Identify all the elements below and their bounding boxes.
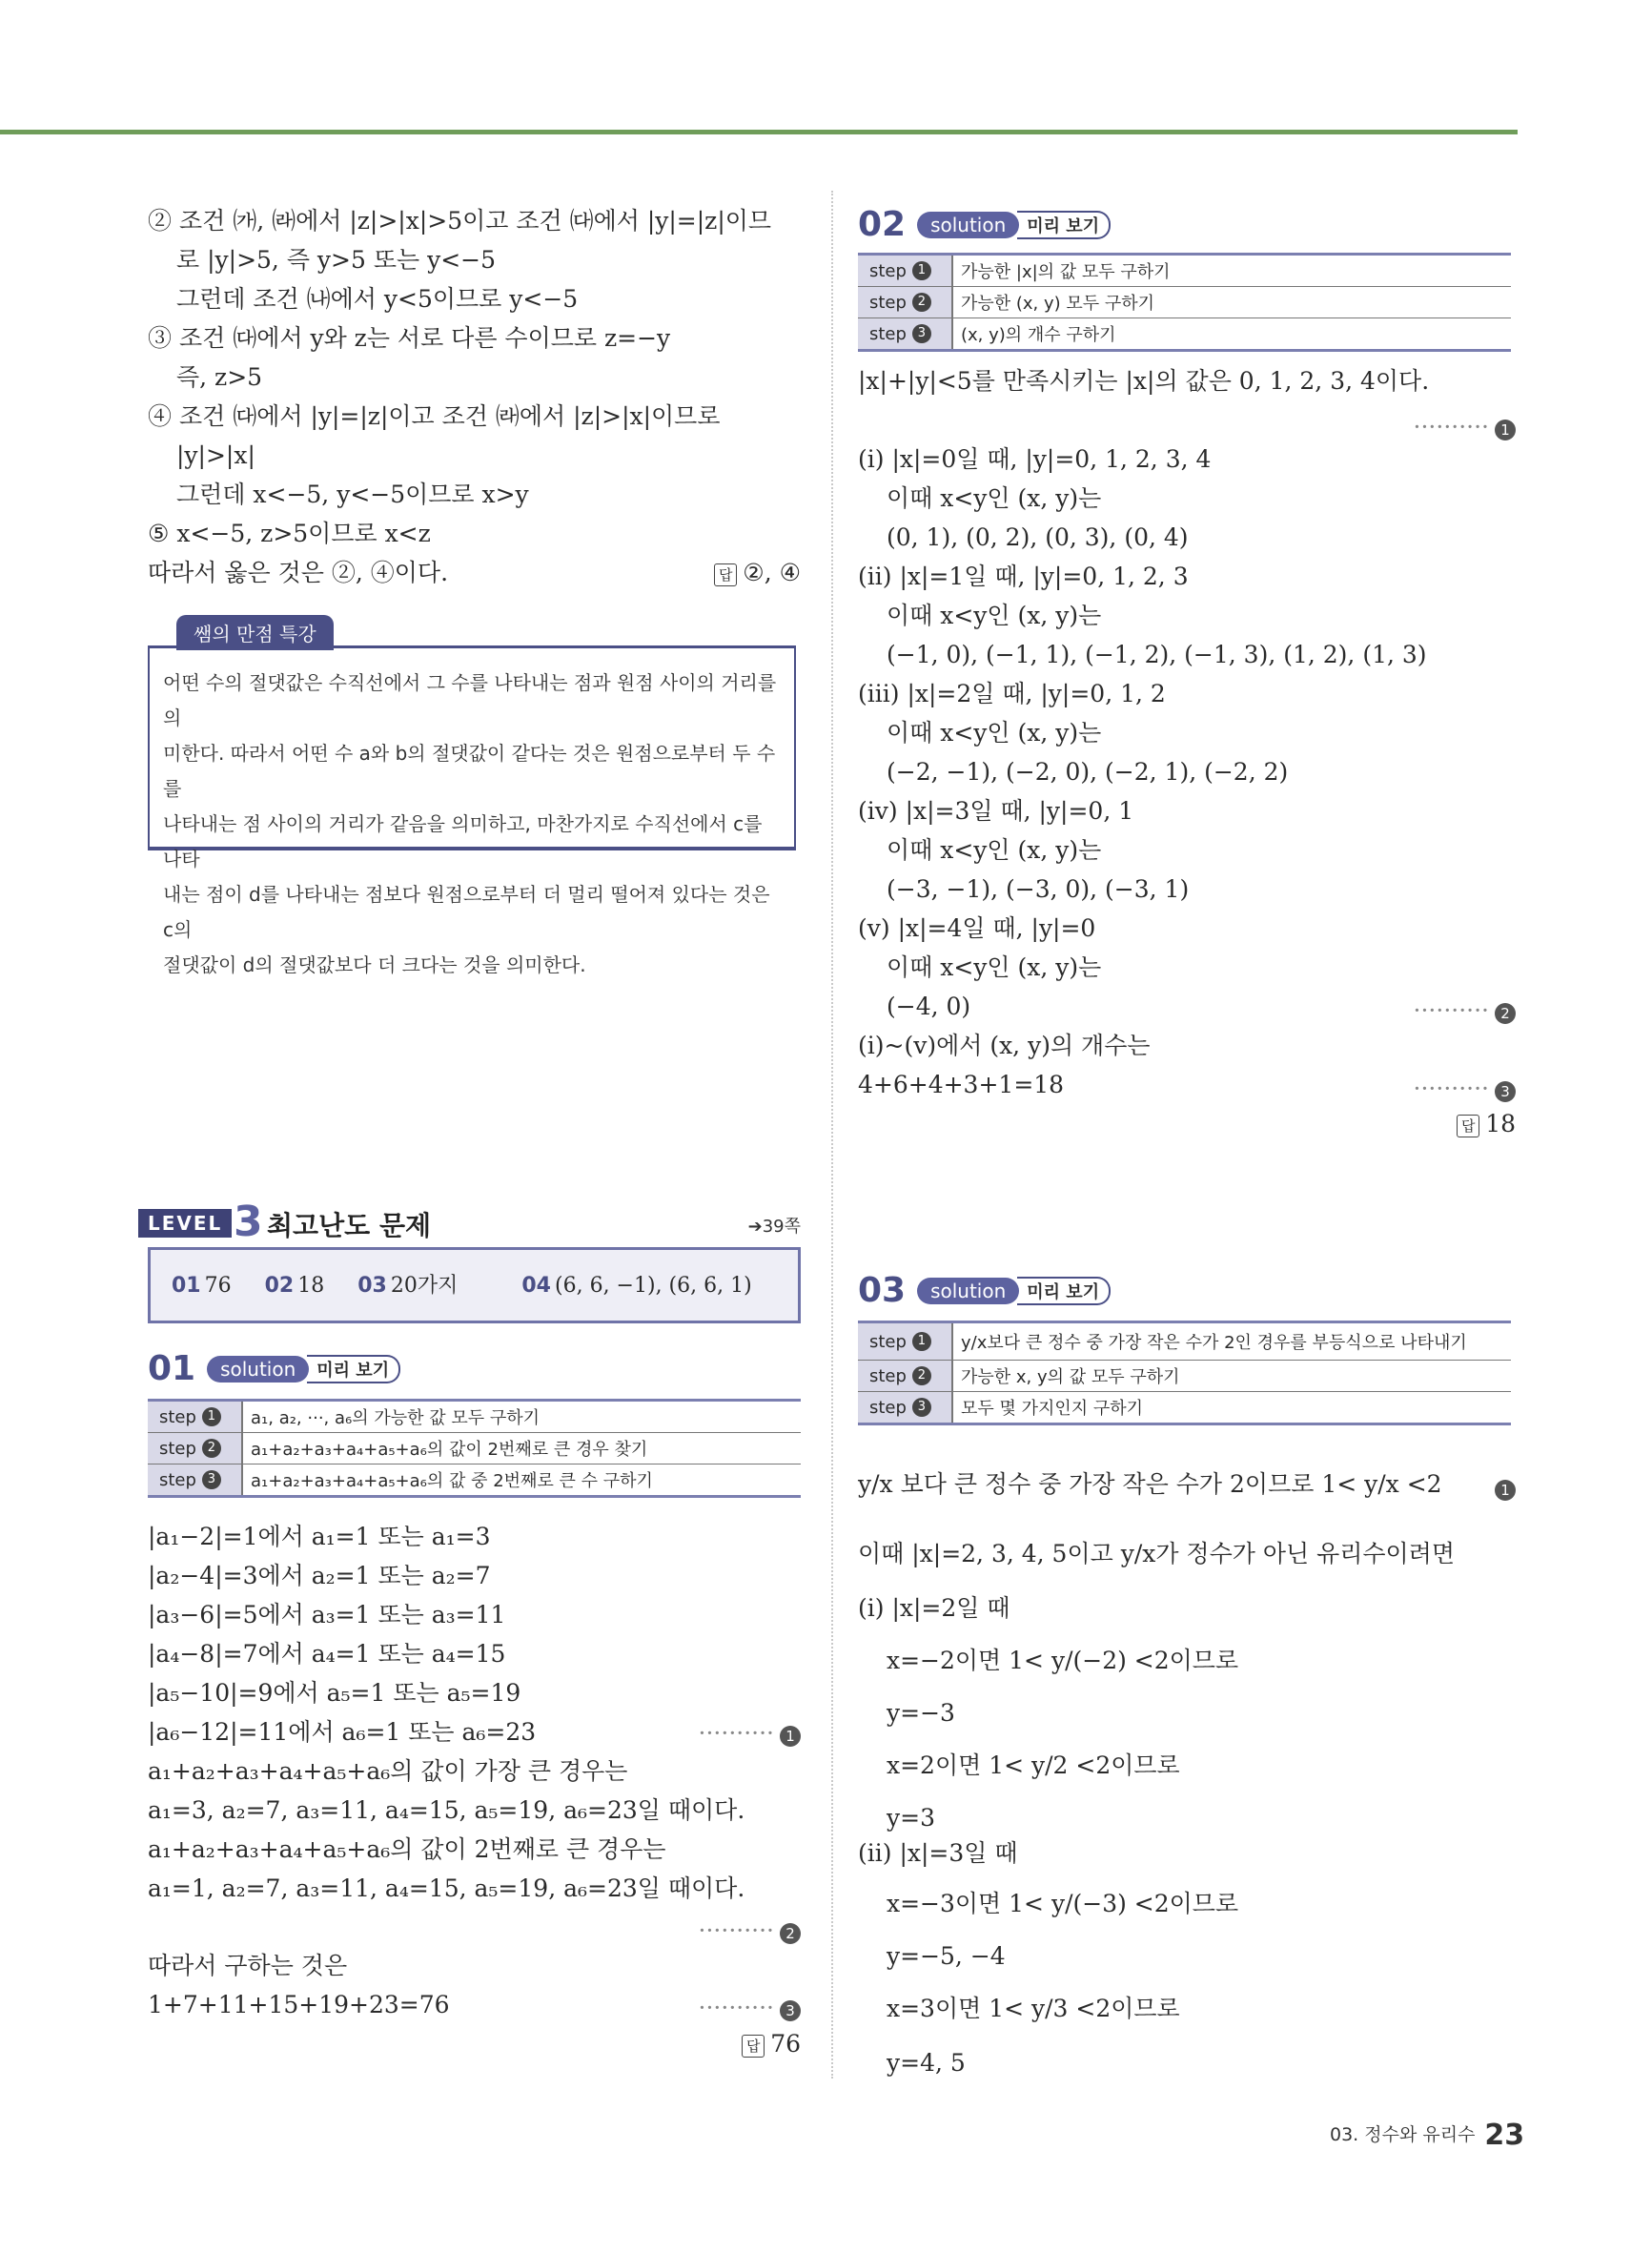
text-line: 이때 |x|=2, 3, 4, 5이고 y/x가 정수가 아닌 유리수이려면 [858, 1540, 1455, 1567]
step-marker: ·········· 2 [1414, 996, 1516, 1024]
level-tag: LEVEL [138, 1209, 232, 1238]
text-line: 따라서 구하는 것은 [148, 1952, 348, 1979]
step-label: step [159, 1406, 196, 1427]
text-line: |y|>|x| [176, 441, 255, 469]
solution-number: 03 [858, 1271, 907, 1310]
text-line: (iii) |x|=2일 때, |y|=0, 1, 2 [858, 680, 1166, 707]
marker-number-icon: 1 [780, 1726, 801, 1747]
text-line: ② 조건 ㈎, ㈑에서 |z|>|x|>5이고 조건 ㈐에서 |y|=|z|이므 [148, 207, 772, 235]
text-line: (ii) |x|=3일 때 [858, 1839, 1018, 1867]
text-line: (i) |x|=2일 때 [858, 1594, 1010, 1622]
solution-03-steps [858, 1321, 1511, 1425]
answer-badge-icon: 답 [742, 2035, 765, 2058]
solution-01-steps [148, 1399, 801, 1498]
step-label: step [869, 260, 907, 281]
step-text: a₁, a₂, ···, a₆의 가능한 값 모두 구하기 [251, 1408, 540, 1428]
level-header [138, 1198, 801, 1246]
answer-key: 02 [264, 1274, 295, 1298]
step-text: a₁+a₂+a₃+a₄+a₅+a₆의 값이 2번째로 큰 경우 찾기 [251, 1440, 648, 1460]
text-line: 이때 x<y인 (x, y)는 [887, 602, 1102, 629]
step-number-icon: 3 [912, 324, 931, 343]
text-line: (−1, 0), (−1, 1), (−1, 2), (−1, 3), (1, 2), (1, 3) [887, 641, 1427, 668]
step-row [148, 1464, 801, 1495]
step-number-icon: 1 [202, 1407, 221, 1426]
solution-03-header [858, 1271, 1111, 1310]
solution-preview: 미리 보기 [307, 1355, 400, 1383]
page-number: 23 [1484, 2119, 1525, 2152]
answer-badge-icon: 답 [1457, 1115, 1479, 1137]
solution-01-header [148, 1349, 400, 1388]
step-text: y/x보다 큰 정수 중 가장 작은 수가 2인 경우를 부등식으로 나타내기 [961, 1333, 1467, 1353]
text-line: x=−2이면 1< y/(−2) <2이므로 [887, 1647, 1239, 1674]
step-text: 가능한 (x, y) 모두 구하기 [961, 294, 1155, 314]
marker-number-icon: 2 [780, 1923, 801, 1944]
step-number-icon: 2 [912, 1366, 931, 1385]
text-line: 즉, z>5 [176, 363, 263, 391]
marker-number-icon: 3 [1495, 1081, 1516, 1102]
step-marker: ·········· 3 [1414, 1075, 1516, 1102]
step-label: step [869, 1365, 907, 1386]
step-number-icon: 1 [912, 261, 931, 280]
step-row [858, 1361, 1511, 1392]
text-line: (ii) |x|=1일 때, |y|=0, 1, 2, 3 [858, 563, 1189, 590]
text-line: ⑤ x<−5, z>5이므로 x<z [148, 520, 431, 547]
answer-value: ②, ④ [743, 559, 801, 586]
step-text: (x, y)의 개수 구하기 [961, 325, 1116, 345]
marker-number-icon: 1 [1495, 420, 1516, 440]
text-line: ③ 조건 ㈐에서 y와 z는 서로 다른 수이므로 z=−y [148, 324, 671, 352]
step-row [858, 256, 1511, 287]
text-line: x=−3이면 1< y/(−3) <2이므로 [887, 1890, 1239, 1917]
text-line: (0, 1), (0, 2), (0, 3), (0, 4) [887, 523, 1189, 551]
step-marker: ·········· 1 [699, 1719, 801, 1747]
answer [742, 2028, 801, 2060]
tip-line: 미한다. 따라서 어떤 수 a와 b의 절댓값이 같다는 것은 원점으로부터 두 수를 [163, 742, 776, 800]
text-line: a₁+a₂+a₃+a₄+a₅+a₆의 값이 가장 큰 경우는 [148, 1757, 628, 1785]
step-label: step [159, 1469, 196, 1490]
step-marker: ·········· 3 [699, 1994, 801, 2021]
text-line: a₁=1, a₂=7, a₃=11, a₄=15, a₅=19, a₆=23일 때이다. [148, 1874, 745, 1902]
solution-pill: solution [917, 212, 1019, 238]
answer [714, 557, 801, 589]
text-line: |a₄−8|=7에서 a₄=1 또는 a₄=15 [148, 1640, 506, 1668]
step-label: step [869, 323, 907, 344]
answer-value: 76 [204, 1274, 232, 1298]
tip-title: 쌤의 만점 특강 [176, 615, 334, 650]
step-marker: ·········· 1 [1414, 413, 1516, 440]
text-line: |a₁−2|=1에서 a₁=1 또는 a₁=3 [148, 1523, 491, 1550]
text-line: y=4, 5 [887, 2049, 966, 2077]
text-line: |a₅−10|=9에서 a₅=1 또는 a₅=19 [148, 1679, 521, 1707]
step-row [148, 1433, 801, 1464]
text-line: y=−3 [887, 1699, 955, 1727]
answer-value: 18 [1485, 1110, 1516, 1137]
text-line: 그런데 x<−5, y<−5이므로 x>y [176, 481, 529, 508]
text-line: y=−5, −4 [887, 1942, 1006, 1970]
text-line: |x|+|y|<5를 만족시키는 |x|의 값은 0, 1, 2, 3, 4이다. [858, 367, 1430, 395]
level-title: 최고난도 문제 [267, 1210, 432, 1241]
tip-box [148, 645, 796, 976]
solution-preview: 미리 보기 [1017, 1277, 1111, 1305]
tip-line: 내는 점이 d를 나타내는 점보다 원점으로부터 더 멀리 떨어져 있다는 것은 c의 [163, 883, 770, 941]
answer-badge-icon: 답 [714, 563, 737, 586]
text-line: (−2, −1), (−2, 0), (−2, 1), (−2, 2) [887, 758, 1289, 786]
text-line: |a₆−12|=11에서 a₆=1 또는 a₆=23 [148, 1718, 537, 1746]
solution-number: 02 [858, 205, 907, 244]
text-line: |a₃−6|=5에서 a₃=1 또는 a₃=11 [148, 1601, 506, 1628]
text-line: y/x 보다 큰 정수 중 가장 작은 수가 2이므로 1< y/x <2 [858, 1470, 1442, 1498]
text-line: x=2이면 1< y/2 <2이므로 [887, 1751, 1180, 1779]
text-line: 이때 x<y인 (x, y)는 [887, 719, 1102, 747]
text-line: 로 |y|>5, 즉 y>5 또는 y<−5 [176, 246, 497, 274]
text-line: 따라서 옳은 것은 ②, ④이다. [148, 559, 449, 586]
step-row [148, 1402, 801, 1433]
step-row [858, 318, 1511, 349]
answer [1457, 1108, 1516, 1140]
solution-02-steps [858, 253, 1511, 352]
solution-pill: solution [917, 1278, 1019, 1304]
text-line: (−4, 0) [887, 993, 971, 1020]
tip-line: 나타내는 점 사이의 거리가 같음을 의미하고, 마찬가지로 수직선에서 c를 나타 [163, 812, 763, 870]
solution-02-header [858, 205, 1111, 244]
text-line: (i) |x|=0일 때, |y|=0, 1, 2, 3, 4 [858, 445, 1212, 473]
step-text: a₁+a₂+a₃+a₄+a₅+a₆의 값 중 2번째로 큰 수 구하기 [251, 1471, 653, 1491]
level-page-ref: ➔39쪽 [747, 1217, 801, 1237]
level-answers [148, 1247, 801, 1323]
section-name: 03. 정수와 유리수 [1330, 2124, 1476, 2145]
step-number-icon: 3 [202, 1470, 221, 1489]
step-marker: ·········· 2 [699, 1916, 801, 1944]
step-number-icon: 2 [912, 293, 931, 312]
step-label: step [869, 1331, 907, 1352]
text-line: 이때 x<y인 (x, y)는 [887, 484, 1102, 512]
solution-number: 01 [148, 1349, 196, 1388]
answer-key: 01 [172, 1274, 201, 1298]
step-number-icon: 3 [912, 1398, 931, 1417]
step-text: 가능한 x, y의 값 모두 구하기 [961, 1367, 1180, 1387]
answer-value: (6, 6, −1), (6, 6, 1) [555, 1274, 752, 1298]
level-number: 3 [234, 1198, 263, 1246]
text-line: x=3이면 1< y/3 <2이므로 [887, 1995, 1180, 2022]
text-line: 이때 x<y인 (x, y)는 [887, 836, 1102, 864]
text-line: (v) |x|=4일 때, |y|=0 [858, 914, 1096, 942]
text-line: a₁=3, a₂=7, a₃=11, a₄=15, a₅=19, a₆=23일 때이다. [148, 1796, 745, 1824]
tip-line: 절댓값이 d의 절댓값보다 더 크다는 것을 의미한다. [163, 953, 586, 976]
text-line: ④ 조건 ㈐에서 |y|=|z|이고 조건 ㈑에서 |z|>|x|이므로 [148, 402, 721, 430]
step-marker [1489, 1473, 1516, 1501]
step-label: step [869, 292, 907, 313]
marker-number-icon: 3 [780, 2000, 801, 2021]
answer-value: 76 [770, 2030, 801, 2058]
step-number-icon: 1 [912, 1332, 931, 1351]
step-label: step [159, 1438, 196, 1459]
step-row [858, 1323, 1511, 1361]
solution-preview: 미리 보기 [1017, 211, 1111, 239]
step-row [858, 1392, 1511, 1423]
step-text: 모두 몇 가지인지 구하기 [961, 1399, 1144, 1419]
column-divider [831, 191, 833, 2079]
step-label: step [869, 1397, 907, 1418]
tip-line: 어떤 수의 절댓값은 수직선에서 그 수를 나타내는 점과 원점 사이의 거리를 의 [163, 671, 777, 729]
text-line: 이때 x<y인 (x, y)는 [887, 953, 1102, 981]
marker-number-icon: 1 [1495, 1480, 1516, 1501]
top-rule [0, 130, 1518, 134]
answer-value: 18 [297, 1274, 325, 1298]
text-line: |a₂−4|=3에서 a₂=1 또는 a₂=7 [148, 1562, 491, 1589]
text-line: 4+6+4+3+1=18 [858, 1071, 1065, 1098]
text-line: (iv) |x|=3일 때, |y|=0, 1 [858, 797, 1134, 825]
answer-key: 03 [357, 1274, 387, 1298]
text-line: y=3 [887, 1804, 935, 1832]
text-line: (i)~(v)에서 (x, y)의 개수는 [858, 1032, 1151, 1059]
text-line: 1+7+11+15+19+23=76 [148, 1991, 450, 2018]
marker-number-icon: 2 [1495, 1003, 1516, 1024]
page-footer [1330, 2119, 1524, 2152]
step-text: 가능한 |x|의 값 모두 구하기 [961, 262, 1171, 282]
step-number-icon: 2 [202, 1439, 221, 1458]
answer-value: 20가지 [390, 1274, 459, 1298]
solution-pill: solution [207, 1356, 309, 1383]
text-line: a₁+a₂+a₃+a₄+a₅+a₆의 값이 2번째로 큰 경우는 [148, 1835, 666, 1863]
answer-key: 04 [521, 1274, 551, 1298]
text-line: 그런데 조건 ㈏에서 y<5이므로 y<−5 [176, 285, 579, 313]
text-line: (−3, −1), (−3, 0), (−3, 1) [887, 875, 1190, 903]
step-row [858, 287, 1511, 318]
